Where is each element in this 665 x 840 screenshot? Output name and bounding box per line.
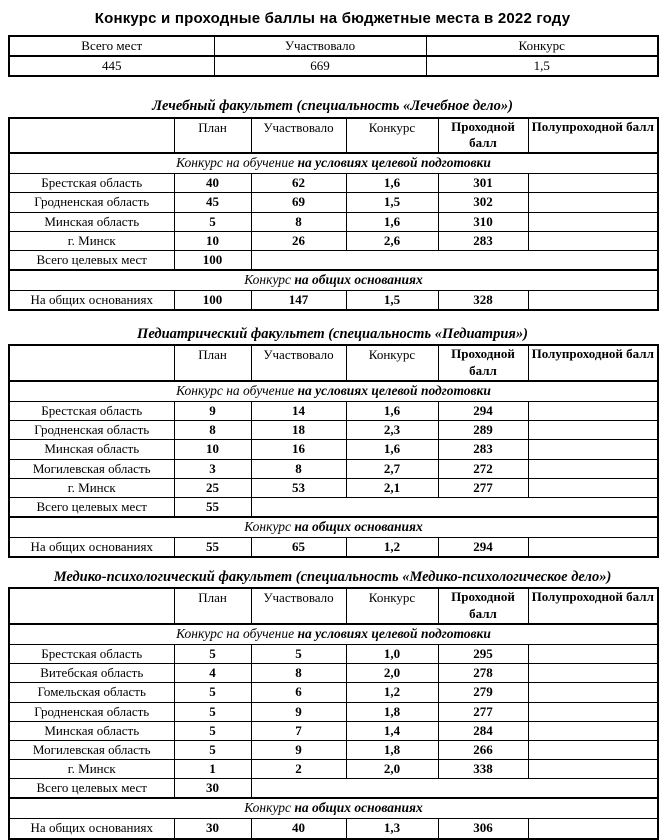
region-label: Гродненская область (9, 421, 174, 440)
column-header-participated: Участвовало (251, 588, 346, 624)
semi-passing-value (528, 644, 658, 663)
plan-value: 5 (174, 683, 251, 702)
table-row (9, 440, 658, 459)
passing-score-value: 310 (438, 212, 528, 231)
general-section-row (9, 798, 658, 818)
faculty-table (8, 587, 659, 839)
general-passing-value: 294 (438, 538, 528, 558)
total-plan-value: 55 (174, 497, 251, 517)
total-label: Всего целевых мест (9, 779, 174, 799)
summary-header-competition: Конкурс (426, 36, 658, 56)
participated-value: 9 (251, 740, 346, 759)
passing-score-value: 266 (438, 740, 528, 759)
total-label: Всего целевых мест (9, 250, 174, 270)
plan-value: 8 (174, 421, 251, 440)
passing-score-value: 284 (438, 721, 528, 740)
region-label: Гродненская область (9, 193, 174, 212)
faculty-title: Медико-психологический факультет (специальность «Медико-психологическое дело») (53, 569, 612, 586)
passing-score-value: 289 (438, 421, 528, 440)
column-header-participated: Участвовало (251, 118, 346, 154)
target-section-row (9, 624, 658, 644)
general-semi-value (528, 291, 658, 311)
target-section-label (9, 381, 658, 401)
total-row (9, 250, 658, 270)
competition-value: 1,6 (346, 440, 438, 459)
competition-value: 2,3 (346, 421, 438, 440)
passing-score-value: 283 (438, 231, 528, 250)
competition-value: 1,4 (346, 721, 438, 740)
general-section-label (9, 270, 658, 290)
general-competition-value: 1,2 (346, 538, 438, 558)
competition-value: 1,8 (346, 702, 438, 721)
plan-value: 10 (174, 231, 251, 250)
table-row (9, 193, 658, 212)
table-row (9, 702, 658, 721)
region-label: Могилевская область (9, 740, 174, 759)
summary-total-value: 445 (9, 56, 214, 76)
participated-value: 18 (251, 421, 346, 440)
competition-value: 1,6 (346, 174, 438, 193)
participated-value: 26 (251, 231, 346, 250)
summary-table (8, 35, 659, 77)
passing-score-value: 272 (438, 459, 528, 478)
column-header-participated: Участвовало (251, 345, 346, 381)
target-section-prefix: Конкурс на обучение (176, 626, 298, 642)
plan-value: 5 (174, 721, 251, 740)
region-label: Брестская область (9, 174, 174, 193)
target-section-row (9, 381, 658, 401)
column-header-plan: План (174, 588, 251, 624)
competition-value: 2,1 (346, 478, 438, 497)
general-row (9, 291, 658, 311)
plan-value: 45 (174, 193, 251, 212)
region-label: Минская область (9, 440, 174, 459)
column-header-row (9, 345, 658, 381)
participated-value: 8 (251, 212, 346, 231)
faculty-table (8, 344, 659, 558)
passing-score-value: 338 (438, 760, 528, 779)
semi-passing-value (528, 760, 658, 779)
table-row (9, 683, 658, 702)
empty-corner-cell (9, 588, 174, 624)
semi-passing-value (528, 683, 658, 702)
target-section-prefix: Конкурс на обучение (176, 155, 298, 171)
general-row (9, 819, 658, 839)
plan-value: 25 (174, 478, 251, 497)
column-header-semi: Полупроходной балл (528, 588, 658, 624)
semi-passing-value (528, 174, 658, 193)
column-header-competition: Конкурс (346, 345, 438, 381)
plan-value: 40 (174, 174, 251, 193)
passing-score-value: 294 (438, 401, 528, 420)
participated-value: 2 (251, 760, 346, 779)
merged-empty-cell (251, 250, 658, 270)
faculty-section-medpsych (8, 568, 657, 839)
table-row (9, 664, 658, 683)
participated-value: 9 (251, 702, 346, 721)
table-row (9, 740, 658, 759)
table-row (9, 459, 658, 478)
total-label: Всего целевых мест (9, 497, 174, 517)
general-participated-value: 40 (251, 819, 346, 839)
general-participated-value: 147 (251, 291, 346, 311)
region-label: Брестская область (9, 644, 174, 663)
column-header-passing: Проходной балл (438, 118, 528, 154)
general-label: На общих основаниях (9, 819, 174, 839)
summary-participated-value: 669 (214, 56, 426, 76)
table-row (9, 421, 658, 440)
faculty-section-pediatric (8, 325, 657, 558)
semi-passing-value (528, 440, 658, 459)
semi-passing-value (528, 664, 658, 683)
table-row (9, 212, 658, 231)
competition-value: 2,6 (346, 231, 438, 250)
general-passing-value: 328 (438, 291, 528, 311)
empty-corner-cell (9, 118, 174, 154)
passing-score-value: 295 (438, 644, 528, 663)
participated-value: 7 (251, 721, 346, 740)
summary-header-participated: Участвовало (214, 36, 426, 56)
general-label: На общих основаниях (9, 538, 174, 558)
region-label: Минская область (9, 212, 174, 231)
plan-value: 9 (174, 401, 251, 420)
region-label: Гомельская область (9, 683, 174, 702)
participated-value: 53 (251, 478, 346, 497)
region-label: Минская область (9, 721, 174, 740)
summary-value-row (9, 56, 658, 76)
passing-score-value: 279 (438, 683, 528, 702)
general-semi-value (528, 819, 658, 839)
general-section-bold: на общих основаниях (294, 800, 423, 816)
competition-value: 2,0 (346, 664, 438, 683)
plan-value: 5 (174, 644, 251, 663)
table-row (9, 401, 658, 420)
region-label: г. Минск (9, 760, 174, 779)
passing-score-value: 277 (438, 702, 528, 721)
passing-score-value: 302 (438, 193, 528, 212)
region-label: Могилевская область (9, 459, 174, 478)
general-competition-value: 1,5 (346, 291, 438, 311)
faculty-table (8, 117, 659, 312)
target-section-label (9, 624, 658, 644)
semi-passing-value (528, 401, 658, 420)
semi-passing-value (528, 721, 658, 740)
general-participated-value: 65 (251, 538, 346, 558)
competition-value: 1,0 (346, 644, 438, 663)
competition-value: 1,6 (346, 212, 438, 231)
competition-value: 1,6 (346, 401, 438, 420)
total-plan-value: 30 (174, 779, 251, 799)
column-header-competition: Конкурс (346, 118, 438, 154)
summary-header-total: Всего мест (9, 36, 214, 56)
participated-value: 16 (251, 440, 346, 459)
region-label: г. Минск (9, 231, 174, 250)
region-label: Брестская область (9, 401, 174, 420)
table-row (9, 174, 658, 193)
plan-value: 5 (174, 740, 251, 759)
competition-value: 1,5 (346, 193, 438, 212)
plan-value: 10 (174, 440, 251, 459)
column-header-row (9, 588, 658, 624)
plan-value: 3 (174, 459, 251, 478)
target-section-bold: на условиях целевой подготовки (297, 383, 491, 399)
column-header-plan: План (174, 345, 251, 381)
general-section-row (9, 270, 658, 290)
merged-empty-cell (251, 779, 658, 799)
semi-passing-value (528, 702, 658, 721)
column-header-competition: Конкурс (346, 588, 438, 624)
region-label: Витебская область (9, 664, 174, 683)
summary-competition-value: 1,5 (426, 56, 658, 76)
semi-passing-value (528, 478, 658, 497)
column-header-semi: Полупроходной балл (528, 345, 658, 381)
empty-corner-cell (9, 345, 174, 381)
general-section-row (9, 517, 658, 537)
participated-value: 5 (251, 644, 346, 663)
target-section-bold: на условиях целевой подготовки (297, 155, 491, 171)
plan-value: 4 (174, 664, 251, 683)
column-header-passing: Проходной балл (438, 345, 528, 381)
total-row (9, 779, 658, 799)
general-section-bold: на общих основаниях (294, 519, 423, 535)
general-row (9, 538, 658, 558)
participated-value: 62 (251, 174, 346, 193)
semi-passing-value (528, 193, 658, 212)
participated-value: 8 (251, 459, 346, 478)
region-label: г. Минск (9, 478, 174, 497)
summary-header-row (9, 36, 658, 56)
table-row (9, 231, 658, 250)
target-section-bold: на условиях целевой подготовки (297, 626, 491, 642)
passing-score-value: 301 (438, 174, 528, 193)
total-plan-value: 100 (174, 250, 251, 270)
faculty-title: Педиатрический факультет (специальность «Педиатрия») (137, 326, 528, 343)
general-section-prefix: Конкурс (244, 272, 295, 288)
competition-value: 2,0 (346, 760, 438, 779)
general-plan-value: 30 (174, 819, 251, 839)
semi-passing-value (528, 212, 658, 231)
general-plan-value: 55 (174, 538, 251, 558)
passing-score-value: 278 (438, 664, 528, 683)
general-plan-value: 100 (174, 291, 251, 311)
plan-value: 5 (174, 212, 251, 231)
general-passing-value: 306 (438, 819, 528, 839)
table-row (9, 478, 658, 497)
target-section-label (9, 153, 658, 173)
semi-passing-value (528, 459, 658, 478)
passing-score-value: 277 (438, 478, 528, 497)
participated-value: 69 (251, 193, 346, 212)
general-section-label (9, 798, 658, 818)
table-row (9, 721, 658, 740)
merged-empty-cell (251, 497, 658, 517)
column-header-semi: Полупроходной балл (528, 118, 658, 154)
faculty-title: Лечебный факультет (специальность «Лечебное дело») (152, 98, 513, 115)
region-label: Гродненская область (9, 702, 174, 721)
semi-passing-value (528, 740, 658, 759)
faculty-section-lechebny (8, 97, 657, 311)
total-row (9, 497, 658, 517)
column-header-plan: План (174, 118, 251, 154)
general-section-prefix: Конкурс (244, 519, 295, 535)
general-label: На общих основаниях (9, 291, 174, 311)
target-section-prefix: Конкурс на обучение (176, 383, 298, 399)
table-row (9, 760, 658, 779)
semi-passing-value (528, 421, 658, 440)
competition-value: 2,7 (346, 459, 438, 478)
participated-value: 8 (251, 664, 346, 683)
column-header-row (9, 118, 658, 154)
participated-value: 6 (251, 683, 346, 702)
general-semi-value (528, 538, 658, 558)
general-section-bold: на общих основаниях (294, 272, 423, 288)
general-section-prefix: Конкурс (244, 800, 295, 816)
passing-score-value: 283 (438, 440, 528, 459)
competition-value: 1,2 (346, 683, 438, 702)
semi-passing-value (528, 231, 658, 250)
general-competition-value: 1,3 (346, 819, 438, 839)
competition-value: 1,8 (346, 740, 438, 759)
column-header-passing: Проходной балл (438, 588, 528, 624)
target-section-row (9, 153, 658, 173)
page-title: Конкурс и проходные баллы на бюджетные места в 2022 году (94, 10, 571, 27)
plan-value: 1 (174, 760, 251, 779)
plan-value: 5 (174, 702, 251, 721)
table-row (9, 644, 658, 663)
participated-value: 14 (251, 401, 346, 420)
general-section-label (9, 517, 658, 537)
